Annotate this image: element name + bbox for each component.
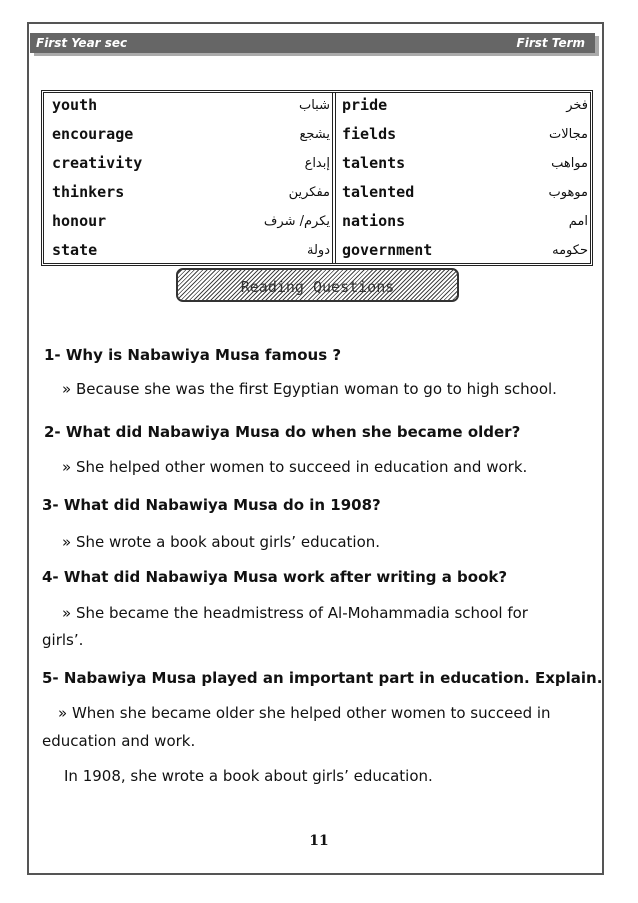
question-5: 5- Nabawiya Musa played an important part in education. Explain. bbox=[42, 669, 603, 687]
vocab-column-left bbox=[52, 93, 330, 267]
vocab-arabic: مجالات bbox=[549, 127, 588, 142]
vocab-english: nations bbox=[342, 212, 406, 230]
answer-5-line-2: education and work. bbox=[42, 732, 196, 750]
vocab-arabic: شباب bbox=[298, 98, 330, 113]
answer-4-line-2: girls’. bbox=[42, 631, 84, 649]
vocab-row bbox=[52, 238, 330, 267]
vocab-row bbox=[342, 93, 588, 122]
answer-3: » She wrote a book about girls’ education. bbox=[62, 533, 381, 551]
vocab-arabic: مواهب bbox=[551, 156, 588, 171]
reading-questions-banner bbox=[176, 268, 459, 302]
answer-5-line-1: » When she became older she helped other women to succeed in bbox=[58, 704, 551, 722]
vocab-arabic: يشجع bbox=[299, 127, 330, 142]
vocab-row bbox=[342, 122, 588, 151]
question-2: 2- What did Nabawiya Musa do when she became older? bbox=[44, 423, 521, 441]
question-1: 1- Why is Nabawiya Musa famous ? bbox=[44, 346, 342, 364]
vocab-divider bbox=[332, 93, 336, 263]
vocab-arabic: موهوب bbox=[548, 185, 588, 200]
vocab-arabic: امم bbox=[568, 214, 588, 229]
vocab-row bbox=[342, 238, 588, 267]
answer-5-line-3: In 1908, she wrote a book about girls’ education. bbox=[64, 767, 433, 785]
vocabulary-table bbox=[41, 90, 593, 266]
header-term: First Term bbox=[516, 36, 585, 50]
vocab-row bbox=[342, 209, 588, 238]
vocab-english: government bbox=[342, 241, 433, 259]
vocab-english: creativity bbox=[52, 154, 143, 172]
vocab-row bbox=[52, 180, 330, 209]
answer-2: » She helped other women to succeed in education and work. bbox=[62, 458, 528, 476]
vocab-arabic: إبداع bbox=[304, 156, 330, 171]
vocab-row bbox=[342, 180, 588, 209]
vocab-row bbox=[52, 209, 330, 238]
vocab-row bbox=[52, 151, 330, 180]
vocab-english: pride bbox=[342, 96, 388, 114]
vocab-english: talented bbox=[342, 183, 415, 201]
vocab-arabic: يكرم/ شرف bbox=[263, 214, 330, 229]
vocab-row bbox=[52, 122, 330, 151]
vocab-english: fields bbox=[342, 125, 397, 143]
header-year: First Year sec bbox=[36, 36, 128, 50]
vocab-english: state bbox=[52, 241, 98, 259]
section-title: Reading Questions bbox=[240, 278, 395, 296]
vocab-arabic: حكومه bbox=[552, 243, 588, 258]
answer-4-line-1: » She became the headmistress of Al-Mohammadia school for bbox=[62, 604, 528, 622]
vocab-english: thinkers bbox=[52, 183, 125, 201]
vocab-column-right bbox=[342, 93, 588, 267]
vocab-english: talents bbox=[342, 154, 406, 172]
vocab-english: youth bbox=[52, 96, 98, 114]
vocab-arabic: فخر bbox=[566, 98, 588, 113]
page-number: 11 bbox=[309, 833, 329, 849]
answer-1: » Because she was the first Egyptian woman to go to high school. bbox=[62, 380, 557, 398]
question-3: 3- What did Nabawiya Musa do in 1908? bbox=[42, 496, 381, 514]
vocab-arabic: مفكرين bbox=[288, 185, 330, 200]
vocab-arabic: دولة bbox=[307, 243, 330, 258]
header-band bbox=[30, 33, 595, 53]
vocab-english: encourage bbox=[52, 125, 134, 143]
vocab-english: honour bbox=[52, 212, 107, 230]
vocab-row bbox=[342, 151, 588, 180]
vocab-row bbox=[52, 93, 330, 122]
question-4: 4- What did Nabawiya Musa work after writing a book? bbox=[42, 568, 508, 586]
